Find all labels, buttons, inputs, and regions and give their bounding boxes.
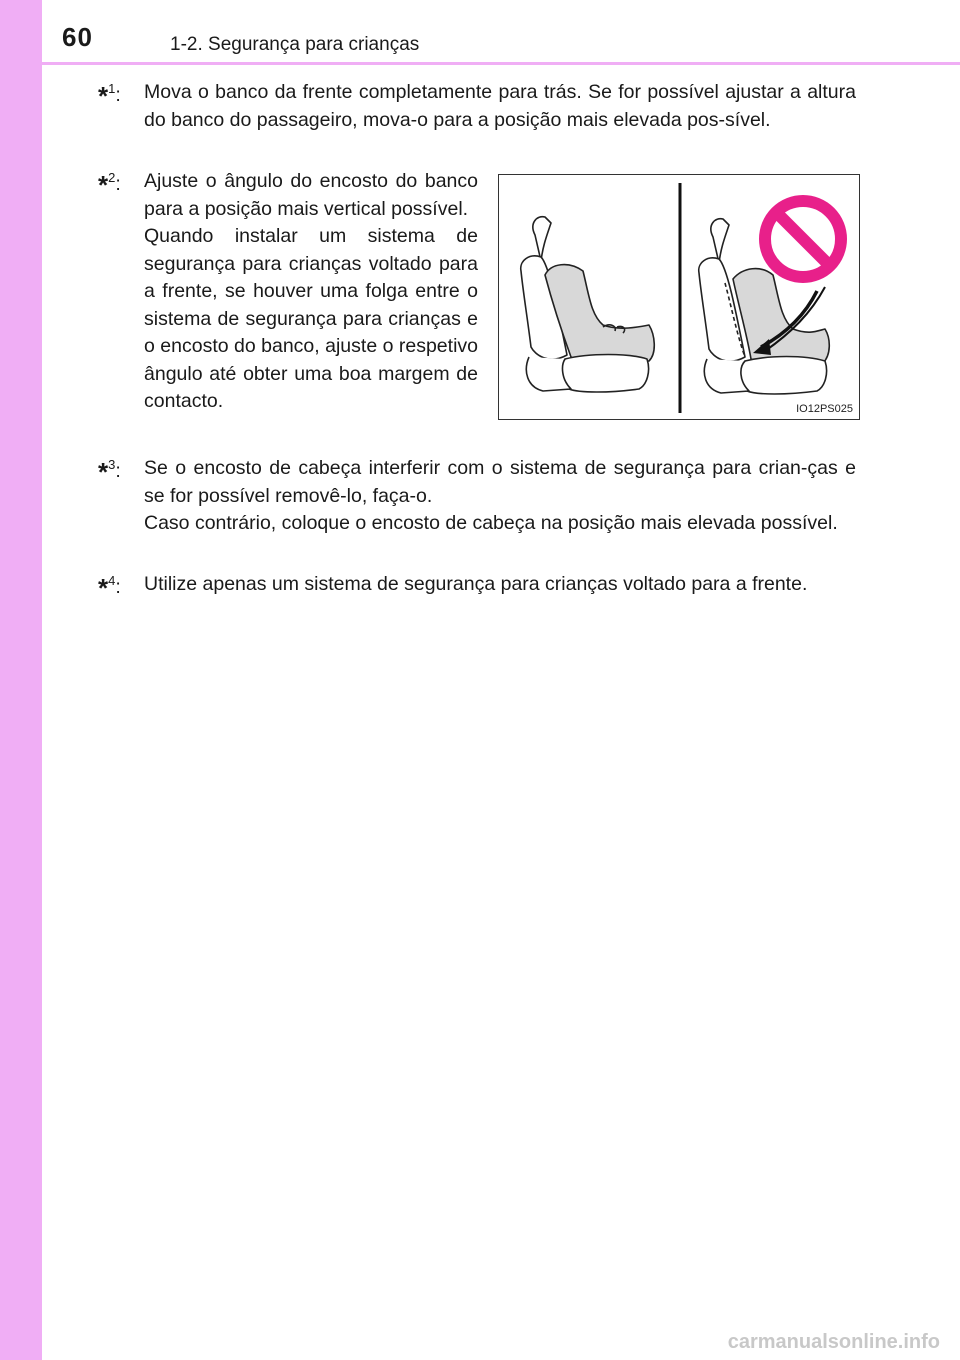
note-text: Utilize apenas um sistema de segurança para crianças voltado para a frente. [144, 573, 808, 595]
note-marker: *$^3$: [98, 457, 121, 487]
note-4 [98, 571, 856, 603]
seat-illustration [498, 174, 860, 420]
side-color-strip [0, 0, 42, 1360]
note-text: Mova o banco da frente completamente para trás. Se for possível ajustar a altura do banco do passageiro, mova-o para a posição mais elevada pos-sível. [144, 81, 856, 131]
note-marker: *$^1$: [98, 81, 121, 111]
note-marker: *$^2$: [98, 170, 121, 200]
note-text: Se o encosto de cabeça interferir com o sistema de segurança para crian-ças e se for possível removê-lo, faça-o. [144, 457, 856, 507]
section-title: 1-2. Segurança para crianças [170, 34, 420, 55]
seat-illustration-drawing [499, 175, 859, 419]
figure-code: IO12PS025 [796, 403, 853, 415]
note-text: Caso contrário, coloque o encosto de cabeça na posição mais elevada possível. [144, 512, 838, 534]
note-text: Quando instalar um sistema de segurança para crianças voltado para a frente, se houver uma folga entre o sistema de segurança para crianças e o encosto do banco, ajuste o respetivo ângulo até obter uma boa margem de contacto. [144, 225, 478, 412]
watermark: carmanualsonline.info [727, 1331, 940, 1353]
note-marker: *$^4$: [98, 573, 121, 603]
page-number: 60 [62, 22, 93, 52]
car-seat-correct-icon [521, 217, 655, 392]
note-text: Ajuste o ângulo do encosto do banco para a posição mais vertical possível. [144, 170, 478, 220]
note-2 [98, 168, 478, 416]
note-1 [98, 79, 856, 134]
header-rule [42, 62, 960, 65]
prohibited-icon [765, 201, 841, 277]
note-3 [98, 455, 856, 538]
